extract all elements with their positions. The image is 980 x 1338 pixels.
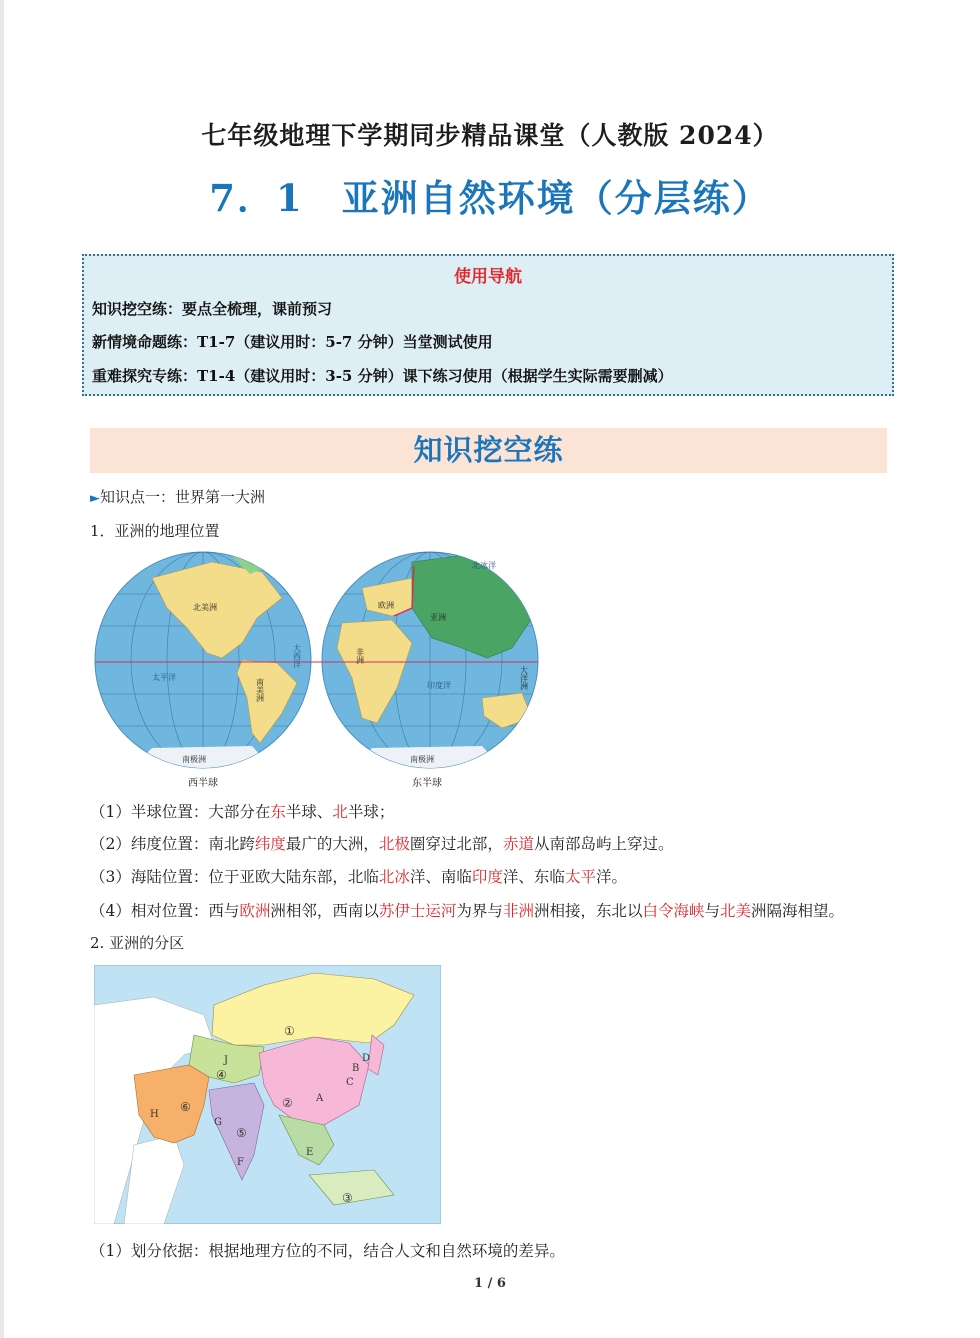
map-label: B (352, 1063, 360, 1074)
map-label: ② (282, 1096, 293, 1110)
answer: 北冰 (378, 868, 410, 886)
answer: 印度 (471, 868, 503, 886)
section-banner (90, 428, 887, 473)
usage-guide-line: 新情境命题练：T1-7（建议用时：5-7 分钟）当堂测试使用 (92, 333, 493, 351)
map-label: ① (284, 1024, 295, 1038)
lesson-name: 亚洲自然环境（分层练） (341, 176, 771, 220)
map-label: ④ (216, 1068, 227, 1082)
map-label: F (237, 1157, 244, 1168)
page-number: 1 / 6 (474, 1276, 506, 1291)
label-pacific: 太平洋 (152, 673, 176, 682)
label-south-america: 南美洲 (255, 678, 265, 702)
answer: 赤道 (502, 835, 534, 853)
text: 洋。 (595, 868, 627, 886)
text: 洲隔海相望。 (751, 902, 845, 920)
answer: 白令海峡 (642, 902, 705, 920)
text: （2）纬度位置：南北跨 (90, 835, 255, 853)
triangle-icon: ► (90, 491, 100, 506)
usage-guide-title: 使用导航 (454, 267, 522, 287)
answer-line-hemisphere (90, 800, 394, 822)
map-label: H (150, 1109, 159, 1120)
answer: 北极 (378, 835, 410, 853)
answer: 太平 (564, 868, 596, 886)
western-hemisphere-globe (95, 552, 311, 768)
map-label: ③ (342, 1191, 353, 1205)
label-indian: 印度洋 (427, 681, 451, 690)
label-atlantic: 大西洋 (292, 644, 302, 668)
label-north-america: 北美洲 (193, 603, 217, 612)
map-label: ⑤ (236, 1126, 247, 1140)
label-western-hemisphere: 西半球 (188, 778, 218, 789)
lesson-number: 7．1 (209, 176, 304, 220)
label-arctic: 北冰洋 (472, 561, 496, 570)
text: 从南部岛屿上穿过。 (533, 835, 674, 853)
label-africa: 非洲 (355, 648, 365, 664)
label-europe: 欧洲 (378, 601, 394, 610)
answer: 东 (270, 803, 286, 821)
text: （3）海陆位置：位于亚欧大陆东部，北临 (90, 868, 379, 886)
answer: 苏伊士运河 (378, 902, 457, 920)
usage-guide-line: 知识挖空练：要点全梳理，课前预习 (92, 300, 333, 318)
text: 圈穿过北部， (409, 835, 503, 853)
label-antarctica-west: 南极洲 (182, 755, 206, 764)
text: 半球、 (285, 803, 333, 821)
text: 为界与 (456, 902, 503, 920)
map-label: ⑥ (180, 1100, 191, 1114)
answer: 欧洲 (239, 902, 271, 920)
usage-guide-box (82, 254, 894, 396)
lesson-title (0, 168, 980, 222)
subheading-location: 1．亚洲的地理位置 (90, 522, 220, 540)
section-title: 知识挖空练 (413, 433, 564, 467)
map-label: E (306, 1147, 314, 1158)
answer-line-relative (90, 899, 844, 921)
label-oceania: 大洋洲 (519, 666, 529, 690)
text: （4）相对位置：西与 (90, 902, 240, 920)
text: （1）半球位置：大部分在 (90, 803, 271, 821)
answer: 非洲 (502, 902, 534, 920)
answer: 北 (332, 803, 348, 821)
answer-line-sea-land (90, 865, 627, 887)
hemisphere-map (92, 548, 546, 790)
answer: 纬度 (254, 835, 286, 853)
division-basis-line: （1）划分依据：根据地理方位的不同，结合人文和自然环境的差异。 (90, 1242, 565, 1260)
text: 洲相邻，西南以 (270, 902, 379, 920)
eastern-hemisphere-globe (322, 552, 538, 768)
map-label: A (316, 1093, 324, 1104)
text: 洋、东临 (502, 868, 565, 886)
text: 与 (704, 902, 720, 920)
text: 最广的大洲， (285, 835, 379, 853)
answer: 北美 (720, 902, 752, 920)
answer-line-latitude (90, 832, 673, 854)
series-title: 七年级地理下学期同步精品课堂（人教版 2024） (201, 121, 779, 150)
subheading-regions: 2. 亚洲的分区 (90, 934, 185, 952)
text: 洲相接，东北以 (533, 902, 643, 920)
knowledge-point-heading (90, 486, 265, 507)
map-label: D (362, 1053, 371, 1064)
label-asia: 亚洲 (430, 613, 446, 622)
map-label: C (346, 1077, 354, 1088)
label-antarctica-east: 南极洲 (410, 755, 434, 764)
knowledge-point-text: 知识点一：世界第一大洲 (100, 488, 266, 506)
asia-regions-map (94, 965, 441, 1224)
text: 洋、南临 (409, 868, 472, 886)
text: 半球； (347, 803, 395, 821)
map-label: G (214, 1117, 222, 1128)
label-eastern-hemisphere: 东半球 (412, 778, 442, 789)
map-label: J (224, 1055, 229, 1066)
usage-guide-line: 重难探究专练：T1-4（建议用时：3-5 分钟）课下练习使用（根据学生实际需要删减） (92, 367, 673, 385)
